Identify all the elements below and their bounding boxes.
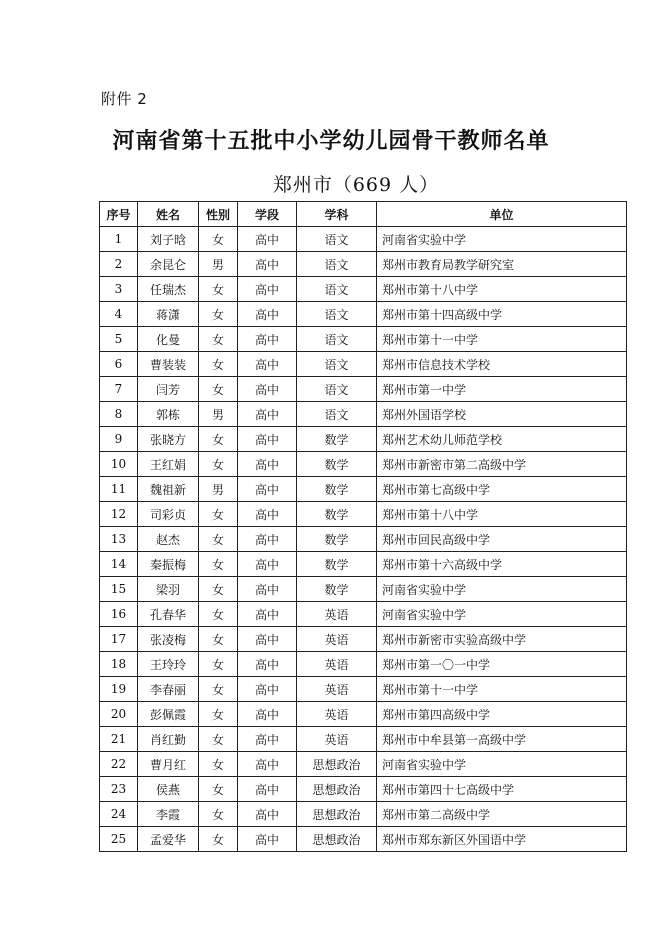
cell-unit: 郑州市新密市第二高级中学 (377, 452, 627, 477)
cell-level: 高中 (238, 327, 297, 352)
cell-no: 23 (100, 777, 138, 802)
cell-no: 16 (100, 602, 138, 627)
table-row (100, 577, 627, 602)
cell-name: 张晓方 (138, 427, 199, 452)
cell-sex: 女 (199, 527, 238, 552)
cell-subject: 语文 (297, 252, 377, 277)
cell-name: 梁羽 (138, 577, 199, 602)
cell-level: 高中 (238, 527, 297, 552)
cell-unit: 郑州市第四十七高级中学 (377, 777, 627, 802)
cell-subject: 英语 (297, 702, 377, 727)
cell-name: 张凌梅 (138, 627, 199, 652)
table-row (100, 252, 627, 277)
cell-sex: 女 (199, 752, 238, 777)
cell-unit: 郑州艺术幼儿师范学校 (377, 427, 627, 452)
table-row (100, 477, 627, 502)
cell-no: 1 (100, 227, 138, 252)
table-row (100, 777, 627, 802)
cell-no: 12 (100, 502, 138, 527)
cell-name: 李霞 (138, 802, 199, 827)
header-sex: 性别 (199, 202, 238, 227)
cell-name: 闫芳 (138, 377, 199, 402)
cell-level: 高中 (238, 677, 297, 702)
table-row (100, 702, 627, 727)
cell-subject: 数学 (297, 477, 377, 502)
teacher-roster-table (99, 201, 627, 852)
cell-sex: 女 (199, 552, 238, 577)
cell-level: 高中 (238, 402, 297, 427)
cell-name: 肖红勤 (138, 727, 199, 752)
cell-sex: 女 (199, 702, 238, 727)
cell-level: 高中 (238, 827, 297, 852)
table-row (100, 527, 627, 552)
cell-subject: 思想政治 (297, 827, 377, 852)
cell-level: 高中 (238, 227, 297, 252)
cell-unit: 郑州市教育局教学研究室 (377, 252, 627, 277)
cell-sex: 女 (199, 827, 238, 852)
cell-name: 郭栋 (138, 402, 199, 427)
cell-no: 7 (100, 377, 138, 402)
cell-unit: 郑州市第十八中学 (377, 277, 627, 302)
cell-level: 高中 (238, 602, 297, 627)
cell-subject: 语文 (297, 377, 377, 402)
cell-unit: 郑州市第十一中学 (377, 677, 627, 702)
cell-no: 5 (100, 327, 138, 352)
cell-sex: 男 (199, 477, 238, 502)
cell-unit: 郑州市中牟县第一高级中学 (377, 727, 627, 752)
cell-sex: 女 (199, 677, 238, 702)
cell-level: 高中 (238, 502, 297, 527)
cell-name: 王红娟 (138, 452, 199, 477)
table-row (100, 602, 627, 627)
cell-subject: 英语 (297, 602, 377, 627)
cell-name: 曹装装 (138, 352, 199, 377)
cell-unit: 郑州市郑东新区外国语中学 (377, 827, 627, 852)
cell-name: 司彩贞 (138, 502, 199, 527)
cell-name: 曹月红 (138, 752, 199, 777)
cell-no: 8 (100, 402, 138, 427)
cell-no: 18 (100, 652, 138, 677)
cell-subject: 英语 (297, 627, 377, 652)
cell-subject: 语文 (297, 352, 377, 377)
cell-sex: 女 (199, 427, 238, 452)
table-row (100, 377, 627, 402)
cell-sex: 女 (199, 652, 238, 677)
cell-no: 17 (100, 627, 138, 652)
table-row (100, 627, 627, 652)
cell-no: 2 (100, 252, 138, 277)
cell-unit: 河南省实验中学 (377, 752, 627, 777)
cell-unit: 郑州外国语学校 (377, 402, 627, 427)
cell-unit: 河南省实验中学 (377, 602, 627, 627)
cell-no: 22 (100, 752, 138, 777)
cell-level: 高中 (238, 352, 297, 377)
cell-no: 13 (100, 527, 138, 552)
cell-name: 魏祖新 (138, 477, 199, 502)
table-row (100, 227, 627, 252)
table-row (100, 827, 627, 852)
cell-subject: 英语 (297, 727, 377, 752)
cell-name: 侯燕 (138, 777, 199, 802)
cell-sex: 女 (199, 502, 238, 527)
document-subtitle: 郑州市（669 人） (272, 174, 440, 196)
cell-unit: 郑州市第十四高级中学 (377, 302, 627, 327)
table-row (100, 427, 627, 452)
cell-sex: 女 (199, 327, 238, 352)
cell-sex: 女 (199, 377, 238, 402)
cell-no: 9 (100, 427, 138, 452)
cell-level: 高中 (238, 777, 297, 802)
cell-name: 孟爱华 (138, 827, 199, 852)
cell-unit: 郑州市第一中学 (377, 377, 627, 402)
cell-subject: 英语 (297, 652, 377, 677)
cell-level: 高中 (238, 552, 297, 577)
cell-no: 24 (100, 802, 138, 827)
cell-name: 李春丽 (138, 677, 199, 702)
cell-level: 高中 (238, 652, 297, 677)
cell-no: 14 (100, 552, 138, 577)
header-level: 学段 (238, 202, 297, 227)
attachment-label: 附件 2 (101, 90, 148, 108)
cell-sex: 男 (199, 252, 238, 277)
cell-unit: 郑州市第十八中学 (377, 502, 627, 527)
cell-level: 高中 (238, 252, 297, 277)
cell-name: 王玲玲 (138, 652, 199, 677)
cell-no: 6 (100, 352, 138, 377)
cell-subject: 数学 (297, 527, 377, 552)
cell-subject: 语文 (297, 277, 377, 302)
header-subject: 学科 (297, 202, 377, 227)
cell-name: 余昆仑 (138, 252, 199, 277)
table-header-row (100, 202, 627, 227)
table-row (100, 652, 627, 677)
cell-name: 秦振梅 (138, 552, 199, 577)
cell-level: 高中 (238, 277, 297, 302)
cell-no: 25 (100, 827, 138, 852)
cell-unit: 郑州市第四高级中学 (377, 702, 627, 727)
cell-unit: 郑州市第一〇一中学 (377, 652, 627, 677)
cell-name: 化曼 (138, 327, 199, 352)
cell-sex: 女 (199, 802, 238, 827)
cell-unit: 郑州市第二高级中学 (377, 802, 627, 827)
table-row (100, 277, 627, 302)
cell-level: 高中 (238, 802, 297, 827)
cell-unit: 郑州市信息技术学校 (377, 352, 627, 377)
cell-subject: 思想政治 (297, 802, 377, 827)
cell-no: 11 (100, 477, 138, 502)
cell-subject: 英语 (297, 677, 377, 702)
cell-sex: 男 (199, 402, 238, 427)
cell-unit: 郑州市第十一中学 (377, 327, 627, 352)
table-row (100, 802, 627, 827)
cell-unit: 河南省实验中学 (377, 577, 627, 602)
cell-no: 20 (100, 702, 138, 727)
cell-subject: 数学 (297, 577, 377, 602)
table-row (100, 677, 627, 702)
cell-name: 孔春华 (138, 602, 199, 627)
cell-subject: 语文 (297, 302, 377, 327)
cell-unit: 郑州市第十六高级中学 (377, 552, 627, 577)
cell-name: 蒋潇 (138, 302, 199, 327)
cell-name: 任瑞杰 (138, 277, 199, 302)
cell-sex: 女 (199, 302, 238, 327)
cell-sex: 女 (199, 227, 238, 252)
cell-no: 19 (100, 677, 138, 702)
document-title: 河南省第十五批中小学幼儿园骨干教师名单 (112, 129, 550, 154)
cell-no: 15 (100, 577, 138, 602)
header-name: 姓名 (138, 202, 199, 227)
table-row (100, 402, 627, 427)
cell-level: 高中 (238, 452, 297, 477)
cell-subject: 数学 (297, 552, 377, 577)
cell-unit: 郑州市新密市实验高级中学 (377, 627, 627, 652)
table-row (100, 327, 627, 352)
cell-level: 高中 (238, 427, 297, 452)
cell-sex: 女 (199, 577, 238, 602)
table-row (100, 452, 627, 477)
cell-sex: 女 (199, 602, 238, 627)
table-body (100, 227, 627, 852)
cell-unit: 郑州市回民高级中学 (377, 527, 627, 552)
cell-subject: 思想政治 (297, 752, 377, 777)
cell-sex: 女 (199, 452, 238, 477)
table-row (100, 752, 627, 777)
cell-subject: 语文 (297, 327, 377, 352)
table-row (100, 727, 627, 752)
header-no: 序号 (100, 202, 138, 227)
cell-sex: 女 (199, 352, 238, 377)
cell-subject: 语文 (297, 227, 377, 252)
cell-sex: 女 (199, 277, 238, 302)
cell-no: 3 (100, 277, 138, 302)
cell-level: 高中 (238, 752, 297, 777)
table-row (100, 502, 627, 527)
cell-sex: 女 (199, 727, 238, 752)
cell-name: 彭佩霞 (138, 702, 199, 727)
cell-level: 高中 (238, 577, 297, 602)
table-row (100, 552, 627, 577)
cell-level: 高中 (238, 727, 297, 752)
cell-subject: 语文 (297, 402, 377, 427)
cell-unit: 郑州市第七高级中学 (377, 477, 627, 502)
cell-sex: 女 (199, 627, 238, 652)
cell-no: 21 (100, 727, 138, 752)
cell-level: 高中 (238, 702, 297, 727)
cell-name: 赵杰 (138, 527, 199, 552)
table-row (100, 302, 627, 327)
cell-level: 高中 (238, 302, 297, 327)
cell-level: 高中 (238, 627, 297, 652)
cell-unit: 河南省实验中学 (377, 227, 627, 252)
cell-subject: 数学 (297, 427, 377, 452)
cell-no: 10 (100, 452, 138, 477)
cell-subject: 思想政治 (297, 777, 377, 802)
cell-subject: 数学 (297, 452, 377, 477)
cell-subject: 数学 (297, 502, 377, 527)
cell-level: 高中 (238, 377, 297, 402)
cell-no: 4 (100, 302, 138, 327)
cell-level: 高中 (238, 477, 297, 502)
table-row (100, 352, 627, 377)
cell-sex: 女 (199, 777, 238, 802)
header-unit: 单位 (377, 202, 627, 227)
cell-name: 刘子晗 (138, 227, 199, 252)
